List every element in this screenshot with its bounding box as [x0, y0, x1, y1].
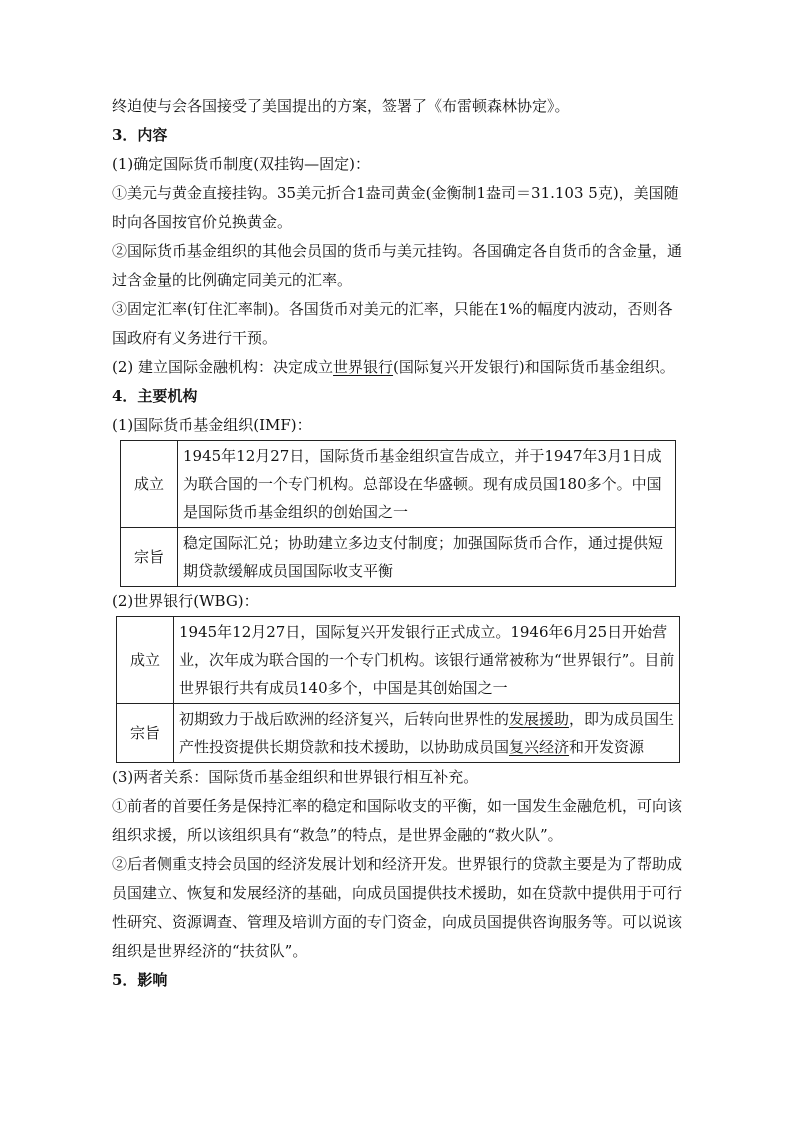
text-segment: 和开发资源 [569, 738, 645, 756]
subheading-relationship: (3)两者关系：国际货币基金组织和世界银行相互补充。 [112, 768, 479, 786]
underlined-development-aid: 发展援助 [509, 710, 570, 728]
paragraph-fixed-rate: ③固定汇率(钉住汇率制)。各国货币对美元的汇率，只能在1%的幅度内波动，否则各国政府有义务进行干预。 [112, 300, 673, 347]
table-cell-founding: 1945年12月27日，国际货币基金组织宣告成立，并于1947年3月1日成为联合国的一个专门机构。总部设在华盛顿。现有成员国180多个。中国是国际货币基金组织的创始国之一 [178, 441, 676, 528]
table-row [121, 528, 676, 587]
heading-main-institutions: 4．主要机构 [112, 387, 198, 405]
heading-impact: 5．影响 [112, 971, 168, 989]
paragraph-world-bank-role: ②后者侧重支持会员国的经济发展计划和经济开发。世界银行的贷款主要是为了帮助成员国建立、恢复和发展经济的基础，向成员国提供技术援助，如在贷款中提供用于可行性研究、资源调查、管理及培训方面的专门资金，向成员国提供咨询服务等。可以说该组织是世界经济的“扶贫队”。 [112, 855, 683, 960]
underlined-economic-recovery: 复兴经济 [509, 738, 570, 756]
table-row [117, 617, 680, 704]
table-row [117, 704, 680, 763]
subheading-monetary-system: (1)确定国际货币制度(双挂钩—固定)： [112, 155, 370, 173]
table-label-purpose: 宗旨 [117, 704, 174, 763]
table-label-founding: 成立 [121, 441, 178, 528]
text-segment: ，即为成员国生产性投资提供长期贷款和技术援助，以协助成员国 [179, 710, 675, 756]
document-page [112, 92, 682, 995]
paragraph-currency-dollar-peg: ②国际货币基金组织的其他会员国的货币与美元挂钩。各国确定各自货币的含金量，通过含金量的比例确定同美元的汇率。 [112, 242, 683, 289]
text-segment: (2) 建立国际金融机构：决定成立 [112, 358, 334, 376]
text-segment: (国际复兴开发银行)和国际货币基金组织。 [393, 358, 675, 376]
table-row [121, 441, 676, 528]
world-bank-table [116, 616, 680, 763]
paragraph-dollar-gold-peg: ①美元与黄金直接挂钩。35美元折合1盎司黄金(金衡制1盎司＝31.103 5克)，美国随时向各国按官价兑换黄金。 [112, 184, 679, 231]
table-cell-purpose [174, 704, 680, 763]
table-cell-purpose: 稳定国际汇兑；协助建立多边支付制度；加强国际货币合作，通过提供短期贷款缓解成员国国际收支平衡 [178, 528, 676, 587]
paragraph-financial-institutions [112, 353, 682, 382]
table-label-purpose: 宗旨 [121, 528, 178, 587]
subheading-world-bank: (2)世界银行(WBG)： [112, 592, 259, 610]
table-label-founding: 成立 [117, 617, 174, 704]
heading-content: 3．内容 [112, 126, 168, 144]
underlined-world-bank: 世界银行 [333, 358, 394, 376]
subheading-imf: (1)国际货币基金组织(IMF)： [112, 416, 312, 434]
table-cell-founding: 1945年12月27日，国际复兴开发银行正式成立。1946年6月25日开始营业，次年成为联合国的一个专门机构。该银行通常被称为“世界银行”。目前世界银行共有成员140多个，中国是其创始国之一 [174, 617, 680, 704]
imf-table [120, 440, 676, 587]
paragraph-agreement: 终迫使与会各国接受了美国提出的方案，签署了《布雷顿森林协定》。 [112, 97, 570, 115]
paragraph-imf-role: ①前者的首要任务是保持汇率的稳定和国际收支的平衡，如一国发生金融危机，可向该组织求援，所以该组织具有“救急”的特点，是世界金融的“救火队”。 [112, 797, 683, 844]
text-segment: 初期致力于战后欧洲的经济复兴，后转向世界性的 [179, 710, 510, 728]
